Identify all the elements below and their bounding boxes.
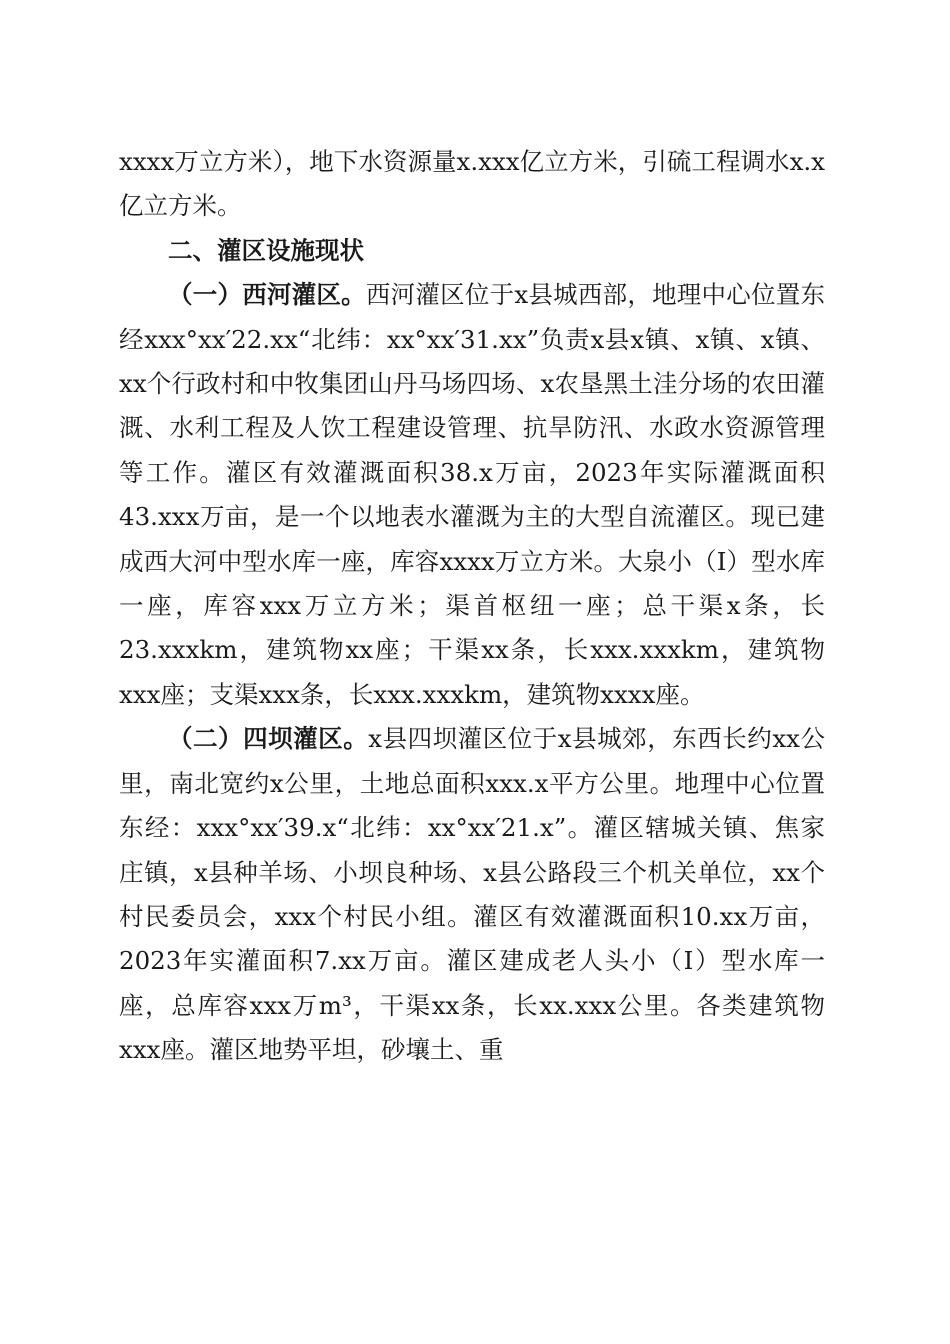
xihe-paragraph	[119, 273, 825, 717]
sibao-title: （二）四坝灌区。	[168, 724, 369, 754]
sibao-body: x县四坝灌区位于x县城郊，东西长约xx公里，南北宽约x公里，土地总面积xxx.x平方公里。地理中心位置东经：xxx°xx′39.x“北纬：xx°xx′21.x”。灌区辖城关镇、焦家庄镇，x县种羊场、小坝良种场、x县公路段三个机关单位，xx个村民委员会，xxx个村民小组。灌区有效灌溉面积10.xx万亩，2023年实灌面积7.xx万亩。灌区建成老人头小（I）型水库一座，总库容xxx万m³，干渠xx条，长xx.xxx公里。各类建筑物xxx座。灌区地势平坦，砂壤土、重	[119, 724, 825, 1065]
continuation-paragraph: xxxx万立方米），地下水资源量x.xxx亿立方米，引硫工程调水x.x亿立方米。	[119, 147, 825, 221]
xihe-title: （一）西河灌区。	[168, 280, 366, 310]
section-heading: 二、灌区设施现状	[168, 235, 364, 265]
sibao-paragraph	[119, 717, 825, 1072]
xihe-body: 西河灌区位于x县城西部，地理中心位置东经xxx°xx′22.xx“北纬：xx°xx′31.xx”负责x县x镇、x镇、x镇、xx个行政村和中牧集团山丹马场四场、x农垦黑土洼分场的农田灌溉、水利工程及人饮工程建设管理、抗旱防汛、水政水资源管理等工作。灌区有效灌溉面积38.x万亩，2023年实际灌溉面积43.xxx万亩，是一个以地表水灌溉为主的大型自流灌区。现已建成西大河中型水库一座，库容xxxx万立方米。大泉小（I）型水库一座，库容xxx万立方米；渠首枢纽一座；总干渠x条，长23.xxxkm，建筑物xx座；干渠xx条，长xxx.xxxkm，建筑物xxx座；支渠xxx条，长xxx.xxxkm，建筑物xxxx座。	[119, 280, 825, 709]
document-body	[119, 140, 825, 1073]
